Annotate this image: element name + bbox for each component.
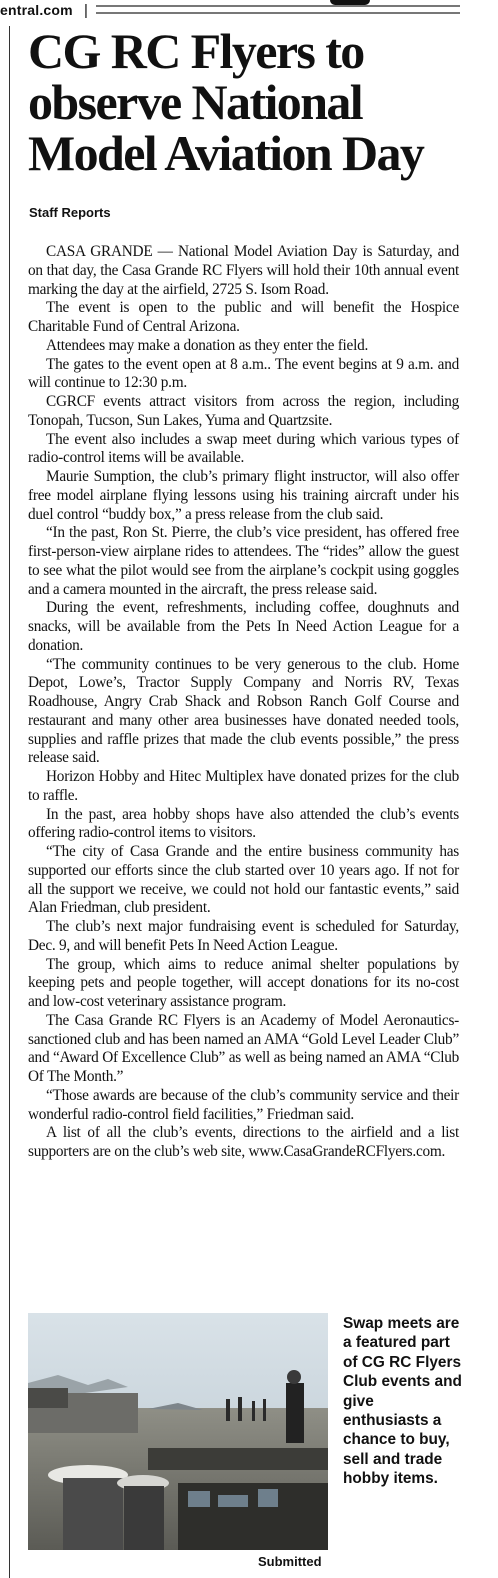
paragraph: Attendees may make a donation as they enter the field. xyxy=(46,336,369,354)
paragraph: “The city of Casa Grande and the entire business community has supported our efforts since the club started over 10 years ago. If not for all the support we receive, we could not hold our fantastic events,” said Alan Friedman, club president. xyxy=(28,843,459,917)
paragraph: The event is open to the public and will benefit the Hospice Charitable Fund of Central Arizona. xyxy=(28,299,459,335)
paragraph: The gates to the event open at 8 a.m.. The event begins at 9 a.m. and will continue to 12:30 p.m. xyxy=(28,355,459,392)
site-name: entral.com xyxy=(0,2,73,18)
header-separator: | xyxy=(84,2,88,19)
header-rule-bottom xyxy=(96,12,460,14)
paragraph: Maurie Sumption, the club’s primary flight instructor, will also offer free model airplane flying lessons using his training aircraft under his duel control “buddy box,” a press release from the club said. xyxy=(28,468,459,523)
paragraph: “Those awards are because of the club’s community service and their wonderful radio-control field facilities,” Friedman said. xyxy=(28,1086,459,1123)
paragraph: CGRCF events attract visitors from across the region, including Tonopah, Tucson, Sun Lakes, Yuma and Quartzsite. xyxy=(28,393,459,429)
cropped-section-heading xyxy=(330,0,370,5)
paragraph: CASA GRANDE — National Model Aviation Day is Saturday, and on that day, the Casa Grande RC Flyers will hold their 10th annual event marking the day at the airfield, 2725 S. Isom Road. xyxy=(28,243,459,298)
paragraph: “In the past, Ron St. Pierre, the club’s vice president, has offered free first-person-view airplane rides to attendees. The “rides” allow the guest to see what the pilot would see from the airplane’s cockpit using goggles and a camera mounted in the aircraft, the press release said. xyxy=(28,524,459,598)
photo-caption: Swap meets are a featured part of CG RC Flyers Club events and give enthusiasts a chance to buy, sell and trade hobby items. xyxy=(343,1315,462,1488)
photo-credit: Submitted xyxy=(258,1554,322,1569)
paragraph: The event also includes a swap meet during which various types of radio-control items will be available. xyxy=(28,430,459,467)
paragraph: The Casa Grande RC Flyers is an Academy of Model Aeronautics-sanctioned club and has been named an AMA “Gold Level Leader Club” and “Award Of Excellence Club” as well as being named an AMA “Club Of The Month.” xyxy=(28,1011,459,1085)
paragraph: Horizon Hobby and Hitec Multiplex have donated prizes for the club to raffle. xyxy=(28,768,459,804)
article-headline: CG RC Flyers to observe National Model Aviation Day xyxy=(28,23,424,181)
paragraph: A list of all the club’s events, directions to the airfield and a list supporters are on the club’s web site, www.CasaGrandeRCFlyers.com. xyxy=(28,1124,459,1160)
article-body xyxy=(28,243,459,1162)
paragraph: In the past, area hobby shops have also attended the club’s events offering radio-control items to visitors. xyxy=(28,805,459,842)
article-byline: Staff Reports xyxy=(29,205,111,220)
paragraph: The group, which aims to reduce animal shelter populations by keeping pets and people together, will accept donations for its no-cost and low-cost veterinary assistance program. xyxy=(28,955,459,1010)
paragraph: During the event, refreshments, including coffee, doughnuts and snacks, will be available from the Pets In Need Action League for a donation. xyxy=(28,599,459,654)
header-rule-top xyxy=(96,5,460,7)
swap-meet-photo xyxy=(28,1313,328,1550)
paragraph: “The community continues to be very generous to the club. Home Depot, Lowe’s, Tractor Supply Company and Norris RV, Texas Roadhouse, Angry Crab Shack and Robson Ranch Golf Course and restaurant and many other area businesses have donated needed tools, supplies and raffle prizes that made the club events possible,” the press release said. xyxy=(28,655,459,767)
masthead-strip xyxy=(0,0,498,20)
column-rule xyxy=(9,26,10,1578)
paragraph: The club’s next major fundraising event is scheduled for Saturday, Dec. 9, and will benefit Pets In Need Action League. xyxy=(28,918,459,954)
